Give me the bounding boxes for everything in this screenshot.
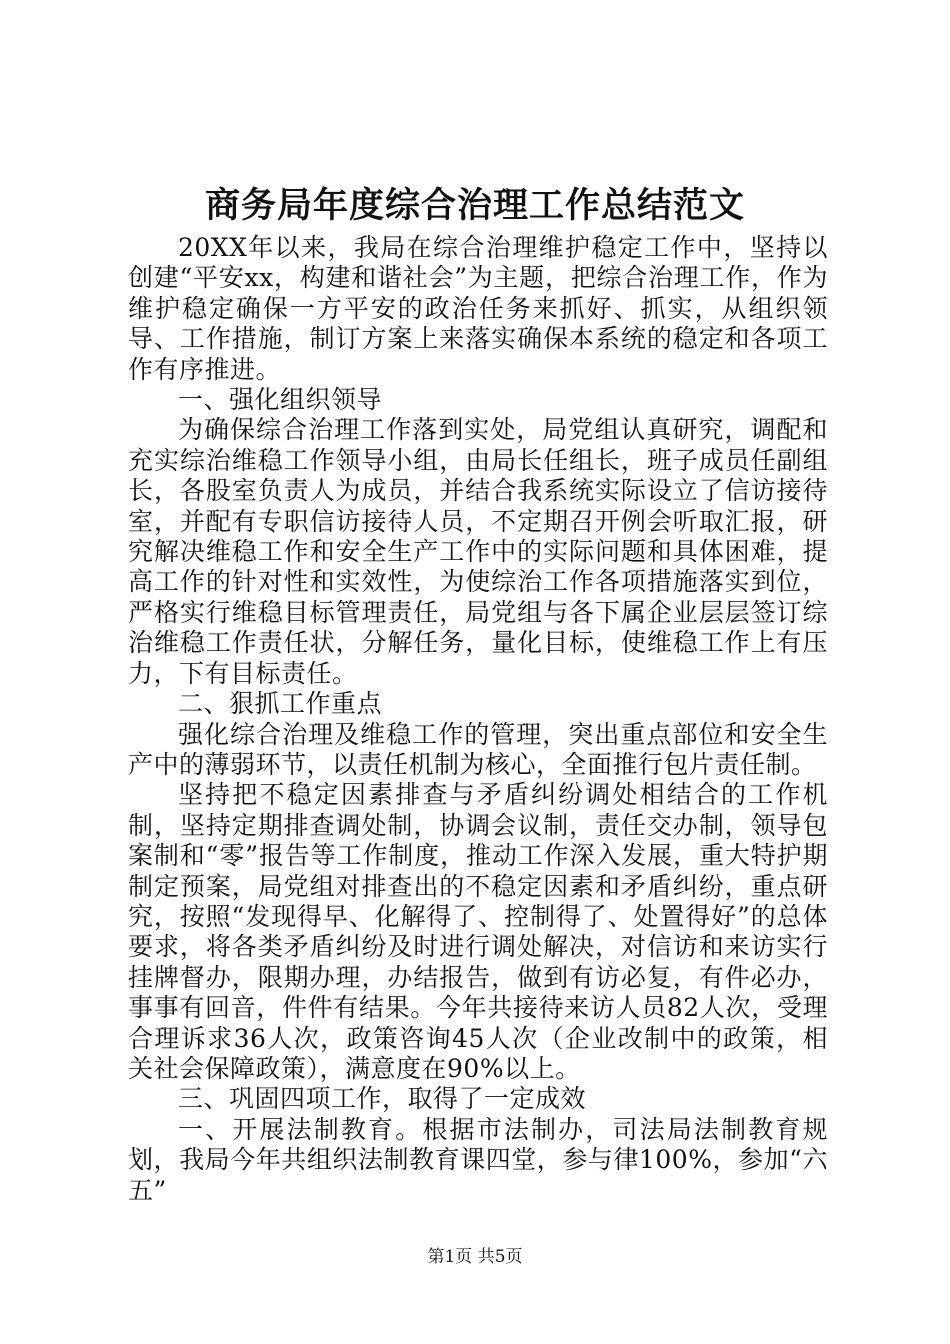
document-body (128, 233, 828, 1206)
section-1-paragraph: 为确保综合治理工作落到实处，局党组认真研究，调配和充实综治维稳工作领导小组，由局长任组长，班子成员任副组长，各股室负责人为成员，并结合我系统实际设立了信访接待室，并配有专职信访接待人员，不定期召开例会听取汇报，研究解决维稳工作和安全生产工作中的实际问题和具体困难，提高工作的针对性和实效性，为使综治工作各项措施落实到位，严格实行维稳目标管理责任，局党组与各下属企业层层签订综治维稳工作责任状，分解任务，量化目标，使维稳工作上有压力，下有目标责任。 (128, 415, 828, 688)
intro-paragraph: 20XX年以来，我局在综合治理维护稳定工作中，坚持以创建“平安xx，构建和谐社会”为主题，把综合治理工作，作为维护稳定确保一方平安的政治任务来抓好、抓实，从组织领导、工作措施，制订方案上来落实确保本系统的稳定和各项工作有序推进。 (128, 233, 828, 384)
section-heading-1: 一、强化组织领导 (178, 385, 383, 415)
section-heading-3: 三、巩固四项工作，取得了一定成效 (178, 1084, 587, 1114)
document-title: 商务局年度综合治理工作总结范文 (204, 185, 745, 226)
section-heading-2: 二、狠抓工作重点 (178, 689, 383, 719)
section-2-paragraph-2: 坚持把不稳定因素排查与矛盾纠纷调处相结合的工作机制，坚持定期排查调处制，协调会议制，责任交办制，领导包案制和“零”报告等工作制度，推动工作深入发展，重大特护期制定预案，局党组对排查出的不稳定因素和矛盾纠纷，重点研究，按照“发现得早、化解得了、控制得了、处置得好”的总体要求，将各类矛盾纠纷及时进行调处解决，对信访和来访实行挂牌督办，限期办理，办结报告，做到有访必复，有件必办，事事有回音，件件有结果。今年共接待来访人员82人次，受理合理诉求36人次，政策咨询45人次（企业改制中的政策，相关社会保障政策），满意度在90%以上。 (128, 780, 828, 1083)
page-number-footer: 第1页 共5页 (427, 1247, 523, 1267)
section-2-paragraph-1: 强化综合治理及维稳工作的管理，突出重点部位和安全生产中的薄弱环节，以责任机制为核心，全面推行包片责任制。 (128, 719, 828, 779)
section-3-paragraph-1: 一、开展法制教育。根据市法制办，司法局法制教育规划，我局今年共组织法制教育课四堂，参与律100%，参加“六五” (128, 1114, 828, 1205)
